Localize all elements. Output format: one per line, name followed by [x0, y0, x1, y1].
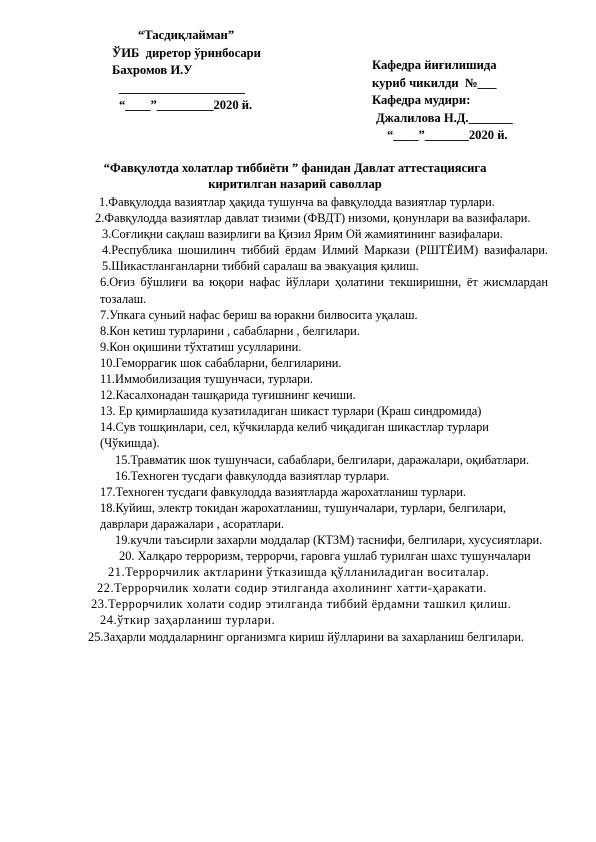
question-item: 8.Кон кетиш турларини , сабабларни , белгилари. [100, 323, 360, 338]
question-item: 6.Оғиз бўшлиғи ва юқори нафас йўллари ҳолатини текширишни, ёт жисмлардан тозалаш. [100, 275, 548, 306]
question-item: 10.Геморрагик шок сабабларни, белгиларини. [100, 355, 342, 370]
question-item: 7.Упкага суньий нафас бериш ва юракни билвосита уқалаш. [100, 307, 418, 322]
questions-list [88, 194, 548, 645]
question-item: 12.Касалхонадан ташқарида туғишнинг кечиши. [100, 388, 356, 403]
department-date: “____”_______2020 й. [387, 128, 508, 142]
question-item: 23.Террорчилик холати содир этилганда тиббий ёрдамни ташкил қилиш. [91, 597, 512, 612]
question-item: 11.Иммобилизация тушунчаси, турлари. [100, 372, 314, 387]
approval-position: ЎИБ диретор ўринбосари [112, 45, 261, 60]
title-line-2: киритилган назарий саволлар [208, 177, 382, 191]
approval-signature-line: ____________________ [119, 80, 245, 95]
question-item: 18.Куйиш, электр токидан жарохатланиш, тушунчалари, турлари, белгилари, даврлари даражалари , асоратлари. [100, 500, 506, 531]
question-item: 19.кучли таъсирли захарли моддалар (КТЗМ) таснифи, белгилари, хусусиятлари. [115, 532, 543, 547]
question-item: 14.Сув тошқинлари, сел, кўчкиларда келиб чиқадиган шикастлар турлари (Чўкишда). [100, 420, 489, 451]
department-head-name: Джалилова Н.Д._______ [376, 110, 513, 125]
department-head-label: Кафедра мудири: [372, 93, 471, 107]
question-item: 25.Заҳарли моддаларнинг организмга кириш йўлларини ва захарланиш белгилари. [88, 629, 525, 644]
question-item: 21.Террорчилик актларини ўтказишда қўлланиладиган воситалар. [108, 565, 490, 580]
title-line-1: “Фавқулотда холатлар тиббиёти ” фанидан Давлат аттестациясига [103, 161, 487, 175]
question-item: 15.Травматик шок тушунчаси, сабаблари, белгилари, даражалари, оқибатлари. [115, 452, 530, 467]
question-item: 24.ўткир заҳарланиш турлари. [100, 613, 276, 628]
department-line-2: куриб чикилди №___ [372, 75, 497, 90]
question-item: 3.Соғлиқни сақлаш вазирлиги ва Қизил Ярим Ой жамиятининг вазифалари. [102, 227, 503, 242]
question-item: 17.Техноген тусдаги фавкулодда вазиятларда жарохатланиш турлари. [100, 484, 467, 499]
question-item: 16.Техноген тусдаги фавкулодда вазиятлар турлари. [115, 468, 390, 483]
question-item: 1.Фавқулодда вазиятлар ҳақида тушунча ва фавқулодда вазиятлар турлари. [99, 195, 495, 209]
document-title [80, 160, 510, 192]
department-block [372, 57, 513, 145]
question-item: 9.Кон оқишини тўхтатиш усулларини. [100, 339, 302, 354]
approval-name: Бахромов И.У [112, 63, 193, 77]
question-item: 20. Халқаро терроризм, террорчи, гаровга ушлаб турилган шахс тушунчалари [119, 549, 531, 564]
approval-heading: “Тасдиқлайман” [138, 28, 235, 42]
approval-block [112, 27, 261, 115]
question-item: 4.Республика шошилинч тиббий ёрдам Илмий Маркази (РШТЁИМ) вазифалари. 5.Шикастланганларни тиббий саралаш ва эвакуация қилиш. [102, 243, 548, 274]
approval-date: “____”_________2020 й. [119, 98, 253, 112]
question-item: 2.Фавқулодда вазиятлар давлат тизими (ФВДТ) низоми, қонунлари ва вазифалари. [95, 211, 531, 226]
department-line-1: Кафедра йиғилишида [372, 58, 497, 72]
question-item: 22.Террорчилик холати содир этилганда ахолининг хатти-ҳаракати. [97, 581, 487, 596]
question-item: 13. Ер қимирлашида кузатиладиган шикаст турлари (Краш синдромида) [100, 404, 482, 419]
